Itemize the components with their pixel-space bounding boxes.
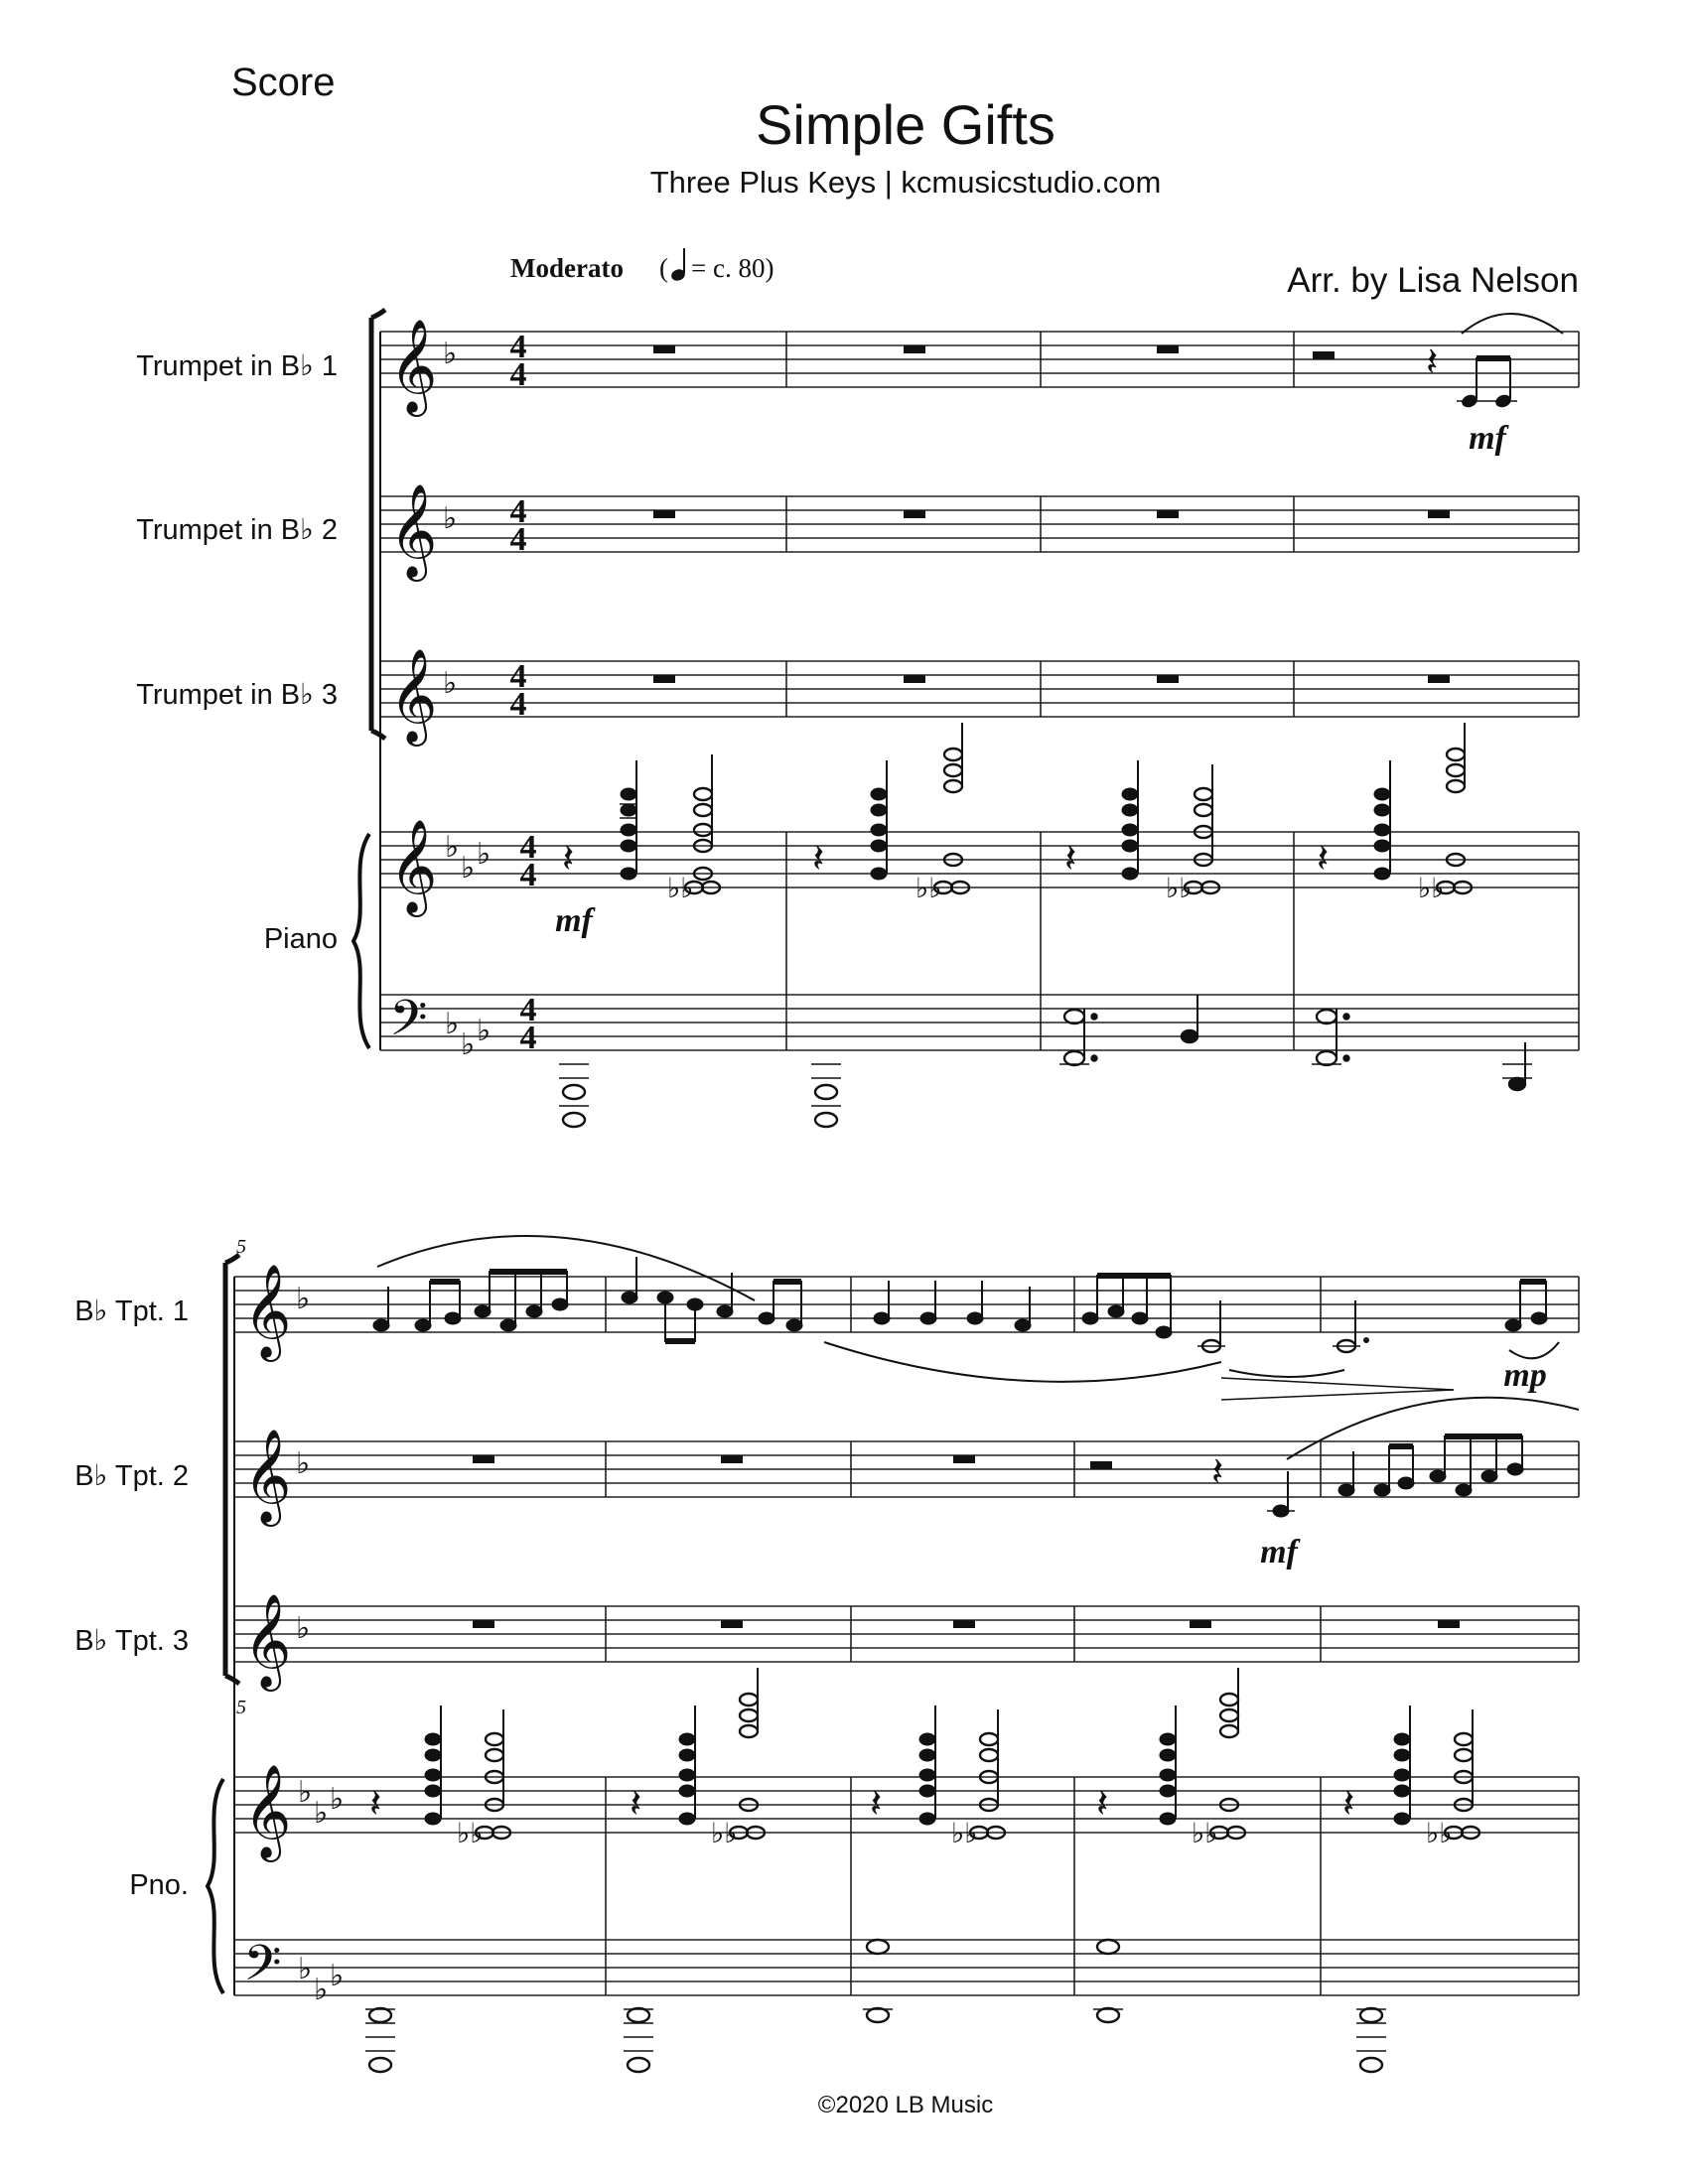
time-sig-top: 4 <box>519 992 537 1028</box>
flat-icon: ♭ <box>477 1014 492 1048</box>
tempo-value: = c. 80) <box>691 253 774 283</box>
flat-icon: ♭ <box>445 1007 460 1041</box>
staff-lines <box>380 332 1579 1050</box>
arranger: Arr. by Lisa Nelson <box>1287 261 1579 300</box>
svg-text:♭♭: ♭♭ <box>711 1817 738 1849</box>
time-sig-top: 4 <box>509 329 527 365</box>
instrument-label-piano: Piano <box>263 923 338 955</box>
piano-brace <box>353 834 369 1048</box>
tempo-marking <box>510 248 774 283</box>
tempo-paren: ( <box>659 253 668 283</box>
flat-icon: ♭ <box>461 1027 476 1062</box>
instrument-label-trumpet-3: Trumpet in B♭ 3 <box>136 679 338 711</box>
instrument-label-trumpet-3-short: B♭ Tpt. 3 <box>74 1625 189 1657</box>
treble-clef-icon: 𝄞 <box>243 1264 292 1358</box>
svg-text:♭♭: ♭♭ <box>1426 1817 1453 1849</box>
piano-rh-measures <box>555 723 1472 939</box>
instrument-label-trumpet-1-short: B♭ Tpt. 1 <box>74 1296 189 1327</box>
quarter-rest-icon: 𝄽 <box>1342 1781 1355 1827</box>
svg-text:♭♭: ♭♭ <box>951 1817 978 1849</box>
quarter-rest-icon: 𝄽 <box>1426 340 1439 385</box>
piano-lh-m5 <box>365 2008 395 2072</box>
time-sig-bottom: 4 <box>519 1020 537 1056</box>
flat-icon: ♭ <box>443 337 458 371</box>
flat-icon: ♭ <box>477 837 492 872</box>
treble-clef-icon: 𝄞 <box>243 1429 292 1523</box>
trumpet2-part <box>473 1398 1579 1570</box>
bass-clef-icon: 𝄢 <box>389 990 428 1059</box>
tempo-word: Moderato <box>510 253 624 283</box>
trumpet1-pickup <box>1313 314 1563 457</box>
half-rest <box>1313 351 1335 359</box>
time-sig-bottom: 4 <box>509 521 527 558</box>
flat-icon: ♭ <box>330 1782 345 1817</box>
flat-icon: ♭ <box>461 851 476 886</box>
quarter-rest-icon: 𝄽 <box>870 1781 883 1827</box>
instrument-label-trumpet-2: Trumpet in B♭ 2 <box>136 514 338 546</box>
barlines <box>606 1277 1579 1995</box>
quarter-rest-icon: 𝄽 <box>1211 1449 1224 1495</box>
key-signatures <box>443 337 491 1062</box>
quarter-rest-icon: 𝄽 <box>1317 836 1330 882</box>
piano-lh-m1 <box>559 1064 589 1127</box>
bass-clef-icon: 𝄢 <box>243 1935 282 2004</box>
system-2 <box>74 1236 1579 2072</box>
flat-icon: ♭ <box>298 1775 313 1810</box>
flat-icon: ♭ <box>296 1282 311 1316</box>
treble-clef-icon: 𝄞 <box>389 319 438 413</box>
instrument-label-piano-short: Pno. <box>129 1869 189 1901</box>
tpt1-m9 <box>1333 1281 1547 1352</box>
tpt1-m6 <box>622 1257 802 1342</box>
flat-icon: ♭ <box>330 1959 345 1993</box>
piano-lh-m4 <box>1312 1009 1532 1090</box>
quarter-rest-icon: 𝄽 <box>369 1781 382 1827</box>
treble-clef-icon: 𝄞 <box>243 1593 292 1688</box>
flat-icon: ♭ <box>296 1611 311 1646</box>
piano-lh-measures-2 <box>365 1940 1386 2072</box>
piano-lh-m3 <box>1059 995 1197 1065</box>
treble-clef-icon: 𝄞 <box>389 483 438 578</box>
piano-brace <box>208 1779 223 1993</box>
svg-text:♭♭: ♭♭ <box>457 1817 484 1849</box>
copyright: ©2020 LB Music <box>817 2092 994 2118</box>
piano-rh-m8 <box>1096 1668 1245 1849</box>
tpt1-m7 <box>874 1281 1031 1331</box>
quarter-note-icon <box>670 248 687 283</box>
dynamic-mp: mp <box>1503 1357 1547 1394</box>
piano-rh-m1 <box>555 754 720 939</box>
measure-number: 5 <box>236 1697 246 1718</box>
instrument-label-trumpet-1: Trumpet in B♭ 1 <box>136 350 338 382</box>
svg-text:♭♭: ♭♭ <box>1192 1817 1218 1849</box>
quarter-rest-icon: 𝄽 <box>630 1781 642 1827</box>
piano-rh-m4 <box>1317 723 1472 904</box>
title: Simple Gifts <box>756 93 1055 156</box>
time-sig-bottom: 4 <box>509 686 527 723</box>
time-sig-top: 4 <box>509 658 527 695</box>
clefs <box>243 1264 291 2004</box>
measure-number: 5 <box>236 1236 246 1258</box>
time-sig-top: 4 <box>509 493 527 530</box>
quarter-rest-icon: 𝄽 <box>1096 1781 1109 1827</box>
clefs <box>389 319 437 1059</box>
dynamic-mf: mf <box>1469 420 1506 457</box>
dynamic-mf: mf <box>1260 1534 1298 1570</box>
flat-icon: ♭ <box>314 1973 329 2007</box>
quarter-rest-icon: 𝄽 <box>1064 836 1077 882</box>
piano-rh-measures-2 <box>369 1668 1479 1849</box>
svg-text:♭♭: ♭♭ <box>915 872 942 904</box>
key-signatures <box>296 1282 344 2007</box>
piano-lh-m6 <box>624 2008 653 2072</box>
staff-lines <box>234 1277 1579 1995</box>
piano-lh-measures <box>559 995 1532 1127</box>
tpt1-m5 <box>373 1271 568 1331</box>
svg-text:♭♭: ♭♭ <box>667 872 694 904</box>
flat-icon: ♭ <box>445 830 460 865</box>
svg-text:♭♭: ♭♭ <box>1166 872 1193 904</box>
quarter-rest-icon: 𝄽 <box>812 836 825 882</box>
flat-icon: ♭ <box>443 501 458 536</box>
flat-icon: ♭ <box>314 1796 329 1831</box>
time-sig-bottom: 4 <box>519 857 537 893</box>
treble-clef-icon: 𝄞 <box>389 648 438 743</box>
score-label: Score <box>231 61 336 104</box>
quarter-rest-icon: 𝄽 <box>562 836 575 882</box>
trumpet3-rests <box>473 1620 1460 1628</box>
svg-text:♭♭: ♭♭ <box>1418 872 1445 904</box>
decrescendo-hairpin <box>1221 1378 1454 1400</box>
piano-rh-m6 <box>630 1668 765 1849</box>
flat-icon: ♭ <box>296 1446 311 1481</box>
piano-lh-m9 <box>1356 2008 1386 2072</box>
instrument-label-trumpet-2-short: B♭ Tpt. 2 <box>74 1460 189 1492</box>
time-sig-bottom: 4 <box>509 356 527 393</box>
tpt1-m8 <box>1082 1275 1225 1352</box>
system-1 <box>136 310 1579 1127</box>
flat-icon: ♭ <box>443 666 458 701</box>
time-signatures <box>510 329 537 1056</box>
time-sig-top: 4 <box>519 829 537 866</box>
treble-clef-icon: 𝄞 <box>243 1764 292 1858</box>
flat-icon: ♭ <box>298 1952 313 1986</box>
dynamic-mf: mf <box>555 902 593 939</box>
barlines <box>786 332 1579 1050</box>
treble-clef-icon: 𝄞 <box>389 819 438 913</box>
subtitle: Three Plus Keys | kcmusicstudio.com <box>649 165 1162 200</box>
piano-rh-m2 <box>812 723 969 904</box>
piano-lh-m2 <box>811 1064 841 1127</box>
whole-rests <box>653 345 1450 683</box>
